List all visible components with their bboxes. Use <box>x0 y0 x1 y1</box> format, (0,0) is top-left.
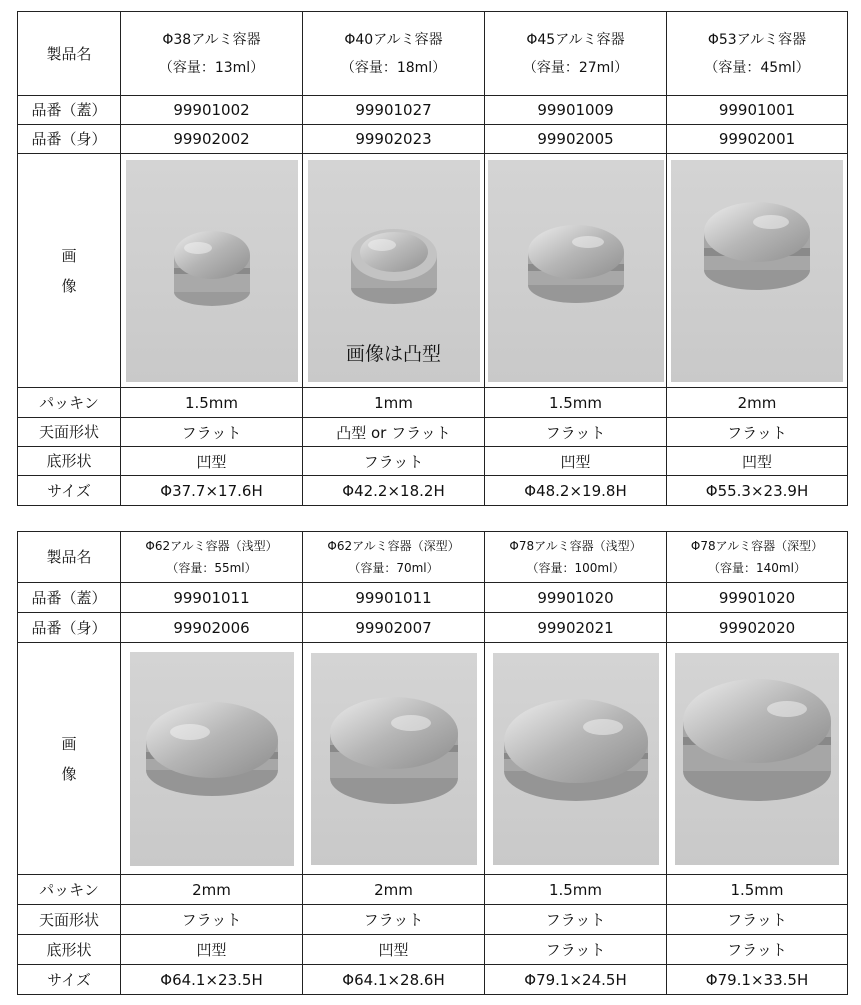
product-name: Φ45アルミ容器 <box>526 31 625 48</box>
row-body-number <box>18 613 848 643</box>
product-capacity: （容量：27ml） <box>522 59 629 76</box>
row-label-top-shape: 天面形状 <box>18 418 121 447</box>
packing-value: 1mm <box>303 388 485 418</box>
product-name: Φ78アルミ容器（浅型） <box>509 539 642 553</box>
top-shape-value: フラット <box>667 905 848 935</box>
image-cell <box>485 643 667 875</box>
row-label-lid-number: 品番（蓋） <box>18 96 121 125</box>
row-label-image-char: 画 <box>61 246 77 265</box>
size-value: Φ79.1×33.5H <box>667 965 848 995</box>
product-name-cell <box>121 532 303 583</box>
top-shape-value: フラット <box>485 905 667 935</box>
row-label-image-char: 像 <box>61 276 77 295</box>
product-capacity: （容量：18ml） <box>340 59 447 76</box>
tin-drawing <box>130 652 294 866</box>
top-shape-value: フラット <box>667 418 848 447</box>
row-label-body-number: 品番（身） <box>18 613 121 643</box>
row-size <box>18 476 848 506</box>
bottom-shape-value: 凹型 <box>121 447 303 476</box>
bottom-shape-value: フラット <box>667 935 848 965</box>
tin-drawing <box>126 160 298 382</box>
row-top-shape <box>18 418 848 447</box>
image-cell <box>121 643 303 875</box>
aluminum-tin-image <box>488 160 664 382</box>
bottom-shape-value: フラット <box>303 447 485 476</box>
lid-number: 99901011 <box>303 583 485 613</box>
row-label-lid-number: 品番（蓋） <box>18 583 121 613</box>
product-name-cell <box>303 532 485 583</box>
tin-drawing <box>311 653 477 865</box>
body-number: 99902021 <box>485 613 667 643</box>
image-cell <box>485 154 667 388</box>
top-shape-value: フラット <box>121 418 303 447</box>
bottom-shape-value: フラット <box>485 935 667 965</box>
image-cell <box>667 643 848 875</box>
size-value: Φ79.1×24.5H <box>485 965 667 995</box>
packing-value: 2mm <box>303 875 485 905</box>
row-product-name <box>18 12 848 96</box>
product-name: Φ62アルミ容器（深型） <box>327 539 460 553</box>
product-name: Φ40アルミ容器 <box>344 31 443 48</box>
product-name-cell <box>485 12 667 96</box>
product-name: Φ62アルミ容器（浅型） <box>145 539 278 553</box>
aluminum-tin-image <box>671 160 843 382</box>
row-size <box>18 965 848 995</box>
spec-table-1 <box>17 11 848 506</box>
lid-number: 99901001 <box>667 96 848 125</box>
aluminum-tin-image <box>675 653 839 865</box>
top-shape-value: フラット <box>485 418 667 447</box>
row-top-shape <box>18 905 848 935</box>
tin-drawing <box>488 160 664 382</box>
aluminum-tin-image <box>493 653 659 865</box>
packing-value: 2mm <box>121 875 303 905</box>
aluminum-tin-image <box>126 160 298 382</box>
product-capacity: （容量：13ml） <box>158 59 265 76</box>
lid-number: 99901009 <box>485 96 667 125</box>
row-label-name: 製品名 <box>18 532 121 583</box>
row-product-name <box>18 532 848 583</box>
row-label-top-shape: 天面形状 <box>18 905 121 935</box>
packing-value: 1.5mm <box>485 388 667 418</box>
row-label-bottom-shape: 底形状 <box>18 935 121 965</box>
row-label-bottom-shape: 底形状 <box>18 447 121 476</box>
lid-number: 99901027 <box>303 96 485 125</box>
packing-value: 1.5mm <box>667 875 848 905</box>
aluminum-tin-image <box>311 653 477 865</box>
product-name-cell <box>485 532 667 583</box>
bottom-shape-value: 凹型 <box>485 447 667 476</box>
lid-number: 99901020 <box>667 583 848 613</box>
image-caption: 画像は凸型 <box>345 342 441 365</box>
spec-table-2 <box>17 531 848 995</box>
product-capacity: （容量：45ml） <box>704 59 810 76</box>
aluminum-tin-image <box>130 652 294 866</box>
product-name: Φ38アルミ容器 <box>162 31 261 48</box>
image-cell <box>303 643 485 875</box>
row-label-packing: パッキン <box>18 875 121 905</box>
product-name: Φ78アルミ容器（深型） <box>690 539 824 553</box>
bottom-shape-value: 凹型 <box>667 447 848 476</box>
body-number: 99902007 <box>303 613 485 643</box>
body-number: 99902002 <box>121 125 303 154</box>
top-shape-value: フラット <box>121 905 303 935</box>
product-capacity: （容量：100ml） <box>526 561 625 575</box>
row-lid-number <box>18 583 848 613</box>
product-name-cell <box>667 532 848 583</box>
lid-number: 99901020 <box>485 583 667 613</box>
row-bottom-shape <box>18 447 848 476</box>
size-value: Φ64.1×28.6H <box>303 965 485 995</box>
body-number: 99902001 <box>667 125 848 154</box>
row-body-number <box>18 125 848 154</box>
row-image <box>18 154 848 388</box>
size-value: Φ42.2×18.2H <box>303 476 485 506</box>
product-name-cell <box>121 12 303 96</box>
row-packing <box>18 388 848 418</box>
tin-drawing <box>671 160 843 382</box>
row-packing <box>18 875 848 905</box>
top-shape-value: フラット <box>303 905 485 935</box>
packing-value: 1.5mm <box>485 875 667 905</box>
body-number: 99902023 <box>303 125 485 154</box>
row-label-packing: パッキン <box>18 388 121 418</box>
row-label-image-char: 画 <box>61 734 77 753</box>
aluminum-tin-image <box>308 160 480 382</box>
tin-drawing <box>675 653 839 865</box>
image-cell <box>667 154 848 388</box>
packing-value: 1.5mm <box>121 388 303 418</box>
row-label-image <box>18 643 121 875</box>
row-label-image <box>18 154 121 388</box>
top-shape-value: 凸型 or フラット <box>303 418 485 447</box>
row-image <box>18 643 848 875</box>
row-label-size: サイズ <box>18 476 121 506</box>
row-label-image-char: 像 <box>61 764 77 783</box>
row-label-name: 製品名 <box>18 12 121 96</box>
row-label-body-number: 品番（身） <box>18 125 121 154</box>
size-value: Φ37.7×17.6H <box>121 476 303 506</box>
product-capacity: （容量：70ml） <box>348 561 439 575</box>
size-value: Φ48.2×19.8H <box>485 476 667 506</box>
image-cell <box>121 154 303 388</box>
bottom-shape-value: 凹型 <box>303 935 485 965</box>
product-name: Φ53アルミ容器 <box>707 31 807 48</box>
product-capacity: （容量：55ml） <box>166 561 257 575</box>
product-name-cell <box>667 12 848 96</box>
size-value: Φ64.1×23.5H <box>121 965 303 995</box>
image-cell <box>303 154 485 388</box>
body-number: 99902005 <box>485 125 667 154</box>
packing-value: 2mm <box>667 388 848 418</box>
tin-drawing <box>493 653 659 865</box>
product-capacity: （容量：140ml） <box>708 561 806 575</box>
product-name-cell <box>303 12 485 96</box>
row-label-size: サイズ <box>18 965 121 995</box>
body-number: 99902006 <box>121 613 303 643</box>
bottom-shape-value: 凹型 <box>121 935 303 965</box>
lid-number: 99901011 <box>121 583 303 613</box>
lid-number: 99901002 <box>121 96 303 125</box>
size-value: Φ55.3×23.9H <box>667 476 848 506</box>
body-number: 99902020 <box>667 613 848 643</box>
row-lid-number <box>18 96 848 125</box>
row-bottom-shape <box>18 935 848 965</box>
